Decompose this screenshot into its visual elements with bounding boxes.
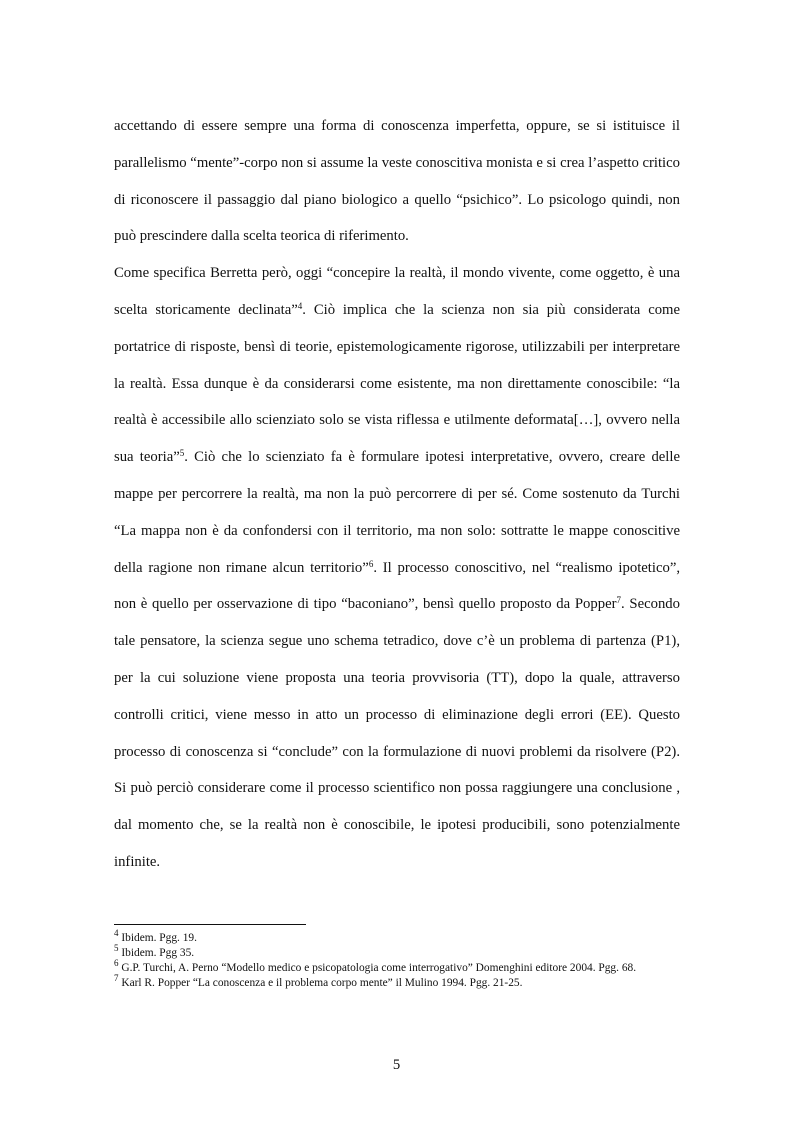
footnote-number: 7 — [114, 973, 119, 983]
footnote-divider — [114, 924, 306, 925]
footnote-number: 4 — [114, 928, 119, 938]
footnote-text: Ibidem. Pgg. 19. — [118, 932, 197, 944]
paragraph-1-text: accettando di essere sempre una forma di conoscenza imperfetta, oppure, se si istituisce il parallelismo “mente”-corpo non si assume la veste conoscitiva monista e si crea l’aspetto critico di riconoscere il passaggio dal piano biologico a quello “psichico”. Lo psicologo quindi, non può prescindere dalla scelta teorica di riferimento. — [114, 118, 680, 245]
page-number: 5 — [392, 1057, 401, 1073]
body-text — [114, 108, 680, 881]
footnotes — [114, 928, 680, 991]
footnote-ref-7[interactable]: 7 — [616, 595, 621, 606]
paragraph-2-text-5: . Secondo tale pensatore, la scienza segue uno schema tetradico, dove c’è un problema di partenza (P1), per la cui soluzione viene proposta una teoria provvisoria (TT), dopo la quale, attraverso controlli critici, viene messo in atto un processo di eliminazione degli errori (EE). Questo processo di conoscenza si “conclude” con la formulazione di nuovi problemi da risolvere (P2). Si può perciò considerare come il processo scientifico non possa raggiungere una conclusione , dal momento che, se la realtà non è conoscibile, le ipotesi producibili, sono potenzialmente infinite. — [114, 596, 680, 870]
footnote-number: 6 — [114, 958, 119, 968]
paragraph-1 — [114, 108, 680, 255]
footnote-5 — [114, 943, 680, 961]
footnote-text: Ibidem. Pgg 35. — [118, 947, 195, 959]
footnote-number: 5 — [114, 943, 119, 953]
paragraph-2-text-4: . Il processo conoscitivo, nel “realismo ipotetico”, non è quello per osservazione di tipo “baconiano”, bensì quello proposto da Popper — [114, 559, 681, 613]
paragraph-2-text-3: . Ciò che lo scienziato fa è formulare ipotesi interpretative, ovvero, creare delle mappe per percorrere la realtà, ma non la può percorrere di per sé. Come sostenuto da Turchi “La mappa non è da confondersi con il territorio, ma non solo: sottratte le mappe conoscitive della ragione non rimane alcun territorio” — [114, 449, 680, 576]
footnote-text: Karl R. Popper “La conoscenza e il problema corpo mente” il Mulino 1994. Pgg. 21-25. — [118, 977, 523, 989]
footnote-4 — [114, 928, 680, 946]
footnote-ref-4[interactable]: 4 — [297, 300, 303, 311]
footnote-ref-6[interactable]: 6 — [368, 558, 374, 569]
footnote-6 — [114, 958, 680, 976]
footnote-text: G.P. Turchi, A. Perno “Modello medico e psicopatologia come interrogativo” Domenghini editore 2004. Pgg. 68. — [118, 962, 637, 974]
paragraph-2 — [114, 255, 680, 881]
footnote-7 — [114, 973, 680, 991]
paragraph-2-text-1: Come specifica Berretta però, oggi “concepire la realtà, il mondo vivente, come oggetto, è una scelta storicamente declinata” — [114, 265, 680, 318]
paragraph-2-text-2: . Ciò implica che la scienza non sia più considerata come portatrice di risposte, bensì di teorie, epistemologicamente rigorose, utilizzabili per interpretare la realtà. Essa dunque è da considerarsi come esistente, ma non direttamente conoscibile: “la realtà è accessibile allo scienziato solo se vista riflessa e utilmente deformata[…], ovvero nella sua teoria” — [114, 301, 681, 466]
footnote-ref-5[interactable]: 5 — [179, 448, 185, 459]
